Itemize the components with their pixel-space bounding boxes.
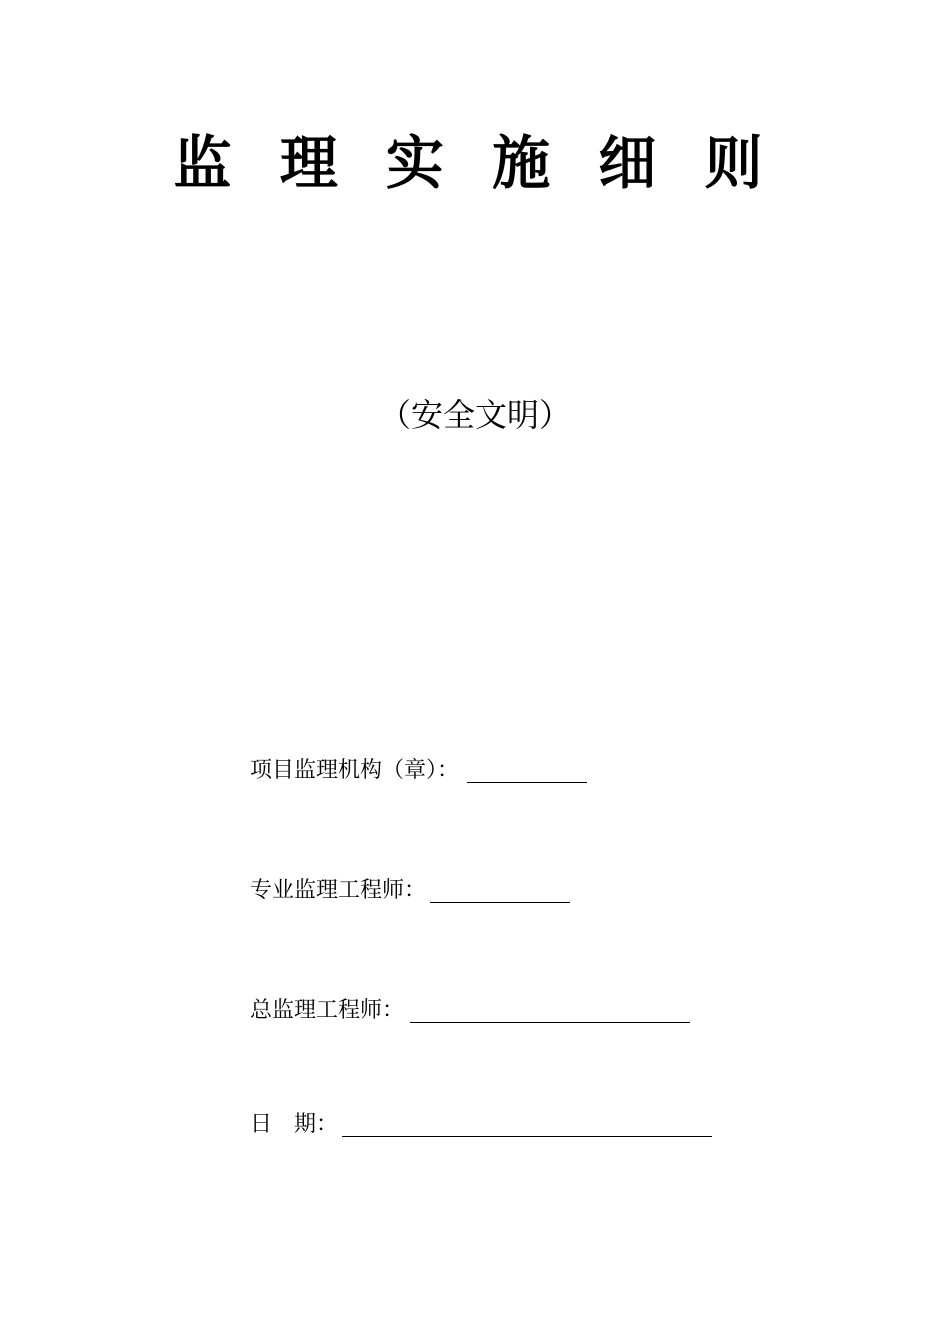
field-date xyxy=(250,1110,712,1140)
field-label-specialty-engineer: 专业监理工程师： xyxy=(250,878,427,903)
page-subtitle: （安全文明） xyxy=(378,396,571,434)
date-blank-line[interactable] xyxy=(342,1112,712,1137)
field-supervision-agency xyxy=(250,756,587,786)
field-specialty-engineer xyxy=(250,876,570,906)
field-label-date: 日 期： xyxy=(250,1112,339,1137)
field-label-chief-engineer: 总监理工程师： xyxy=(250,998,405,1023)
supervision-agency-blank-line[interactable] xyxy=(467,758,587,783)
field-label-supervision-agency: 项目监理机构（章）： xyxy=(250,758,460,783)
chief-engineer-blank-line[interactable] xyxy=(410,998,690,1023)
specialty-engineer-blank-line[interactable] xyxy=(430,878,570,903)
field-chief-engineer xyxy=(250,996,690,1026)
page-title: 监 理 实 施 细 则 xyxy=(173,129,777,197)
